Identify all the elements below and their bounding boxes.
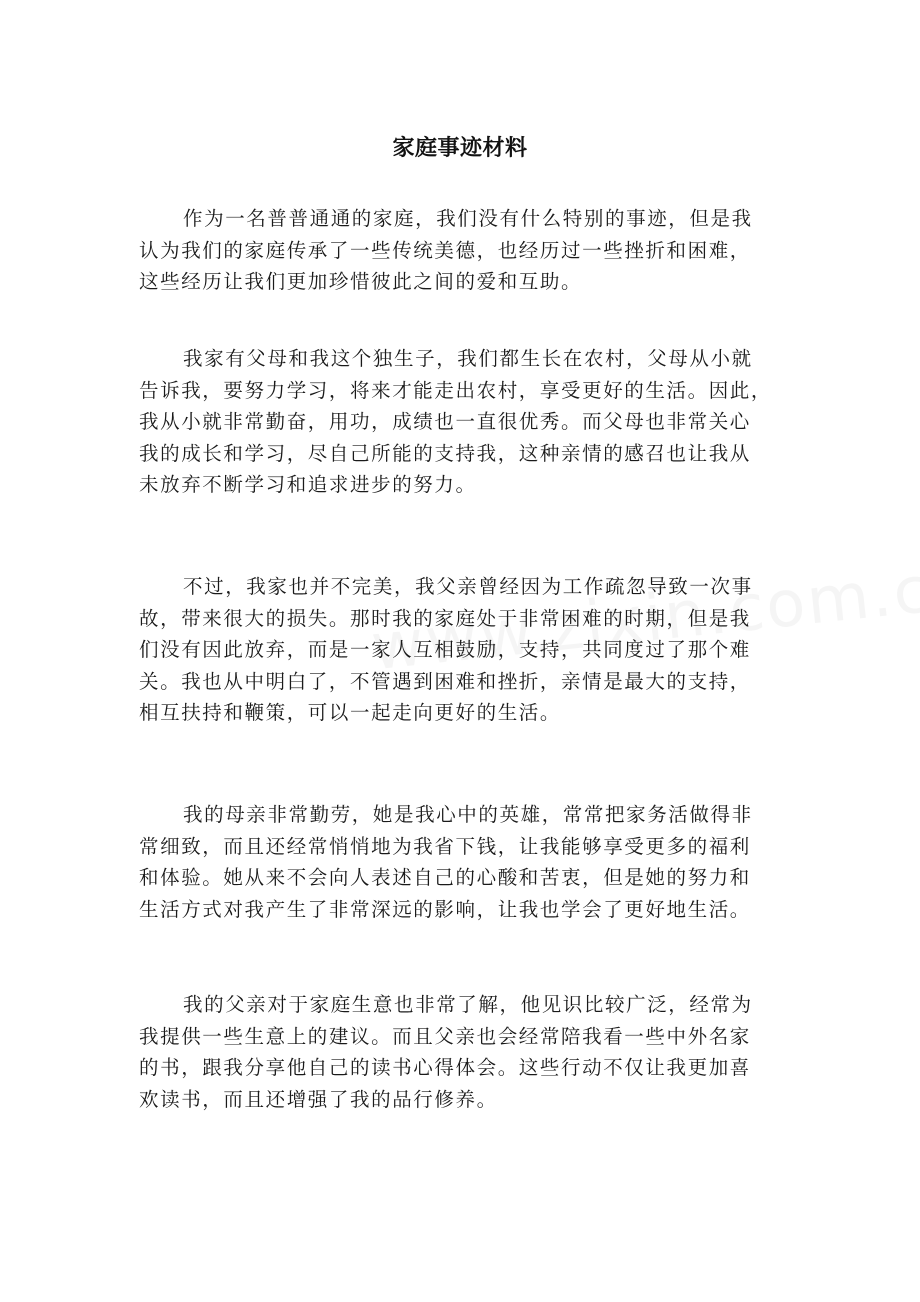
paragraph-line: 的书，跟我分享他自己的读书心得体会。这些行动不仅让我更加喜	[139, 1056, 751, 1080]
paragraph-line: 们没有因此放弃，而是一家人互相鼓励，支持，共同度过了那个难	[139, 638, 751, 662]
paragraph-line: 常细致，而且还经常悄悄地为我省下钱，让我能够享受更多的福利	[139, 834, 751, 858]
paragraph-1	[139, 203, 779, 298]
paragraph-3	[139, 571, 779, 729]
paragraph-line: 我的父亲对于家庭生意也非常了解，他见识比较广泛，经常为	[183, 993, 753, 1016]
paragraph-line: 我的成长和学习，尽自己所能的支持我，这种亲情的感召也让我从	[139, 441, 751, 465]
paragraph-line: 未放弃不断学习和追求进步的努力。	[139, 473, 477, 497]
paragraph-line: 认为我们的家庭传承了一些传统美德，也经历过一些挫折和困难，	[139, 238, 751, 262]
paragraph-line: 这些经历让我们更加珍惜彼此之间的爱和互助。	[139, 270, 583, 294]
paragraph-line: 不过，我家也并不完美，我父亲曾经因为工作疏忽导致一次事	[183, 575, 753, 598]
paragraph-line: 作为一名普普通通的家庭，我们没有什么特别的事迹，但是我	[183, 207, 753, 230]
paragraph-line: 故，带来很大的损失。那时我的家庭处于非常困难的时期，但是我	[139, 606, 751, 630]
paragraph-line: 关。我也从中明白了，不管遇到困难和挫折，亲情是最大的支持，	[139, 669, 751, 693]
paragraph-line: 和体验。她从来不会向人表述自己的心酸和苦衷，但是她的努力和	[139, 866, 751, 890]
paragraph-line: 生活方式对我产生了非常深远的影响，让我也学会了更好地生活。	[139, 897, 751, 921]
paragraph-line: 告诉我，要努力学习，将来才能走出农村，享受更好的生活。因此，	[139, 378, 773, 402]
paragraph-line: 我家有父母和我这个独生子，我们都生长在农村，父母从小就	[183, 347, 753, 370]
paragraph-2	[139, 343, 779, 501]
paragraph-5	[139, 989, 779, 1115]
paragraph-line: 相互扶持和鞭策，可以一起走向更好的生活。	[139, 701, 562, 725]
paragraph-line: 我提供一些生意上的建议。而且父亲也会经常陪我看一些中外名家	[139, 1024, 751, 1048]
paragraph-line: 欢读书，而且还增强了我的品行修养。	[139, 1087, 498, 1111]
paragraph-line: 我的母亲非常勤劳，她是我心中的英雄，常常把家务活做得非	[183, 803, 753, 826]
paragraph-line: 我从小就非常勤奋，用功，成绩也一直很优秀。而父母也非常关心	[139, 410, 751, 434]
document-title: 家庭事迹材料	[392, 136, 528, 161]
paragraph-4	[139, 799, 779, 925]
